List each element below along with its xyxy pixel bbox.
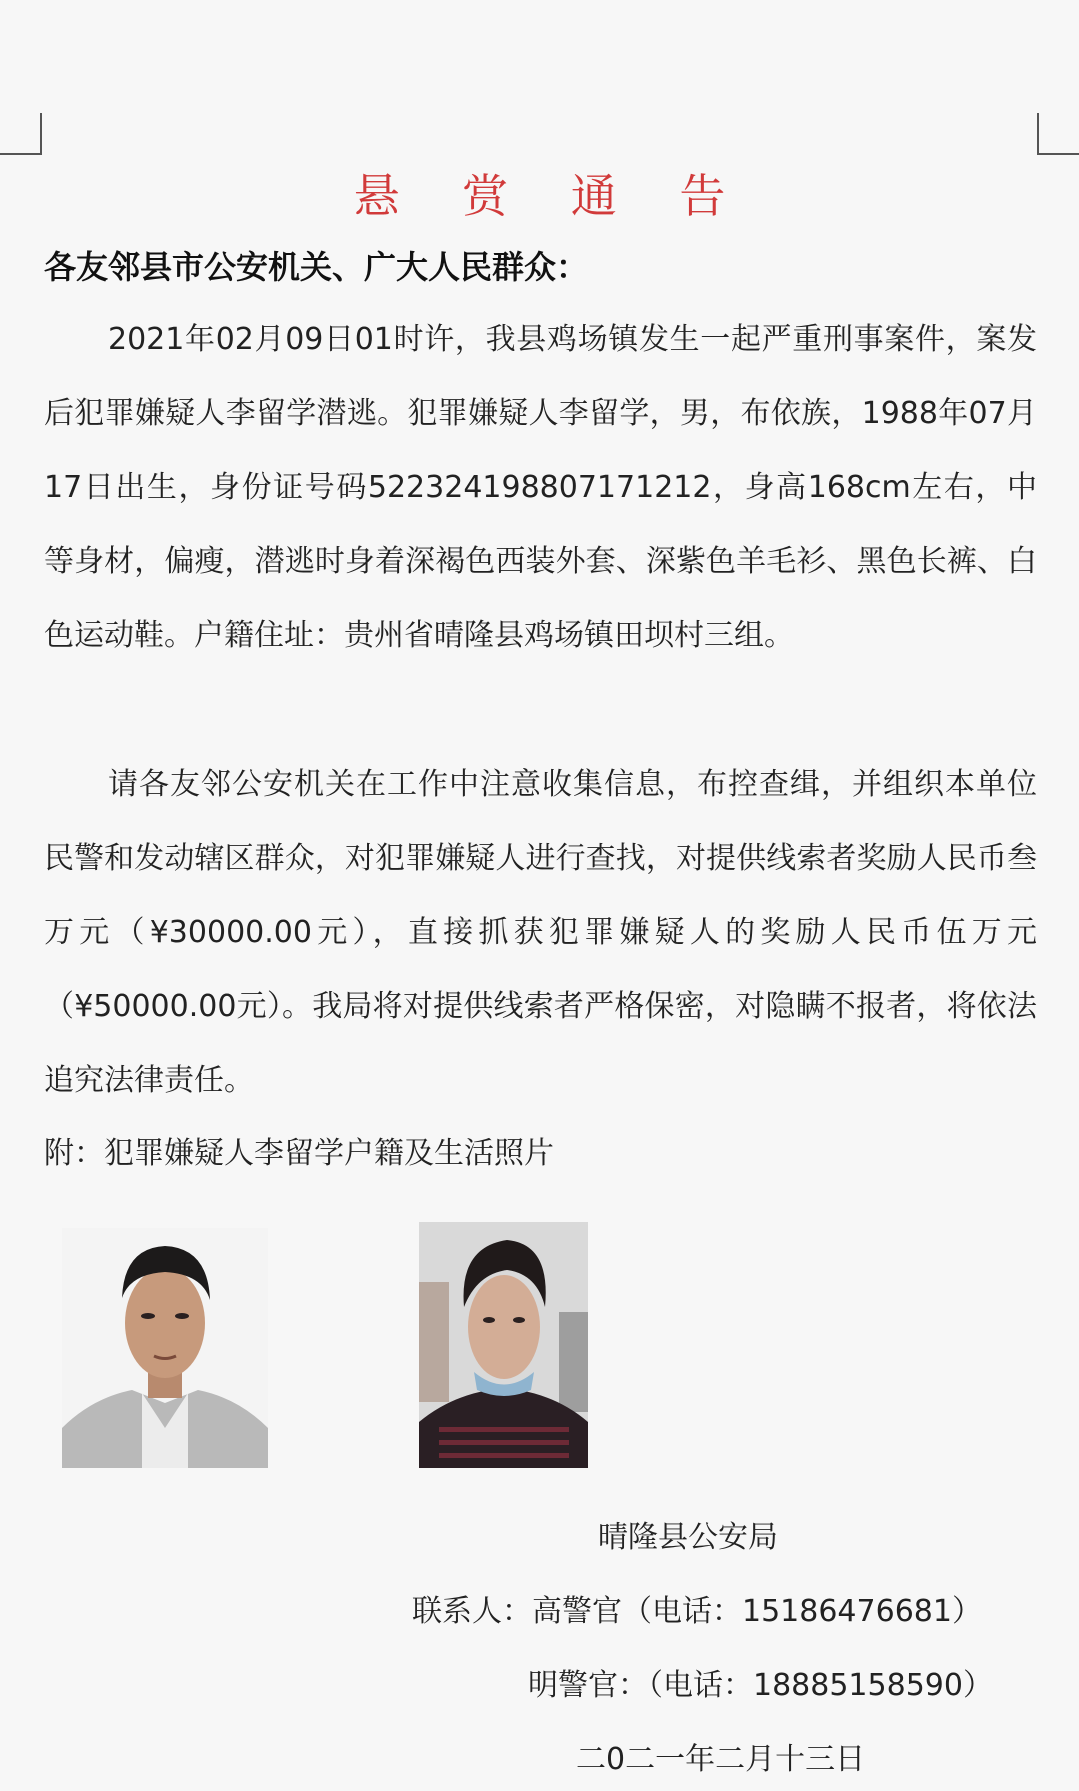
case-description-paragraph: 2021年02月09日01时许，我县鸡场镇发生一起严重刑事案件，案发后犯罪嫌疑人李留学潜逃。犯罪嫌疑人李留学，男，布依族，1988年07月17日出生，身份证号码522324198807171212，身高168cm左右，中等身材，偏瘦，潜逃时身着深褐色西装外套、深紫色羊毛衫、黑色长裤、白色运动鞋。户籍住址：贵州省晴隆县鸡场镇田坝村三组。 [44, 322, 1037, 653]
life-photo [419, 1222, 588, 1468]
contact-ming: 明警官：（电话：18885158590） [528, 1668, 993, 1703]
corner-mark-right [1037, 113, 1079, 155]
attachment-note: 附：犯罪嫌疑人李留学户籍及生活照片 [44, 1136, 554, 1171]
notice-title: 悬 赏 通 告 [353, 169, 750, 223]
contact-gao: 联系人：高警官（电话：15186476681） [412, 1594, 982, 1629]
issue-date: 二0二一年二月十三日 [576, 1742, 866, 1777]
issuing-agency: 晴隆县公安局 [598, 1520, 778, 1555]
id-photo [62, 1228, 268, 1468]
salutation: 各友邻县市公安机关、广大人民群众： [44, 248, 589, 286]
corner-mark-left [0, 113, 42, 155]
reward-paragraph: 请各友邻公安机关在工作中注意收集信息，布控查缉，并组织本单位民警和发动辖区群众，对犯罪嫌疑人进行查找，对提供线索者奖励人民币叁万元（¥30000.00元），直接抓获犯罪嫌疑人的奖励人民币伍万元（¥50000.00元）。我局将对提供线索者严格保密，对隐瞒不报者，将依法追究法律责任。 [44, 767, 1037, 1098]
